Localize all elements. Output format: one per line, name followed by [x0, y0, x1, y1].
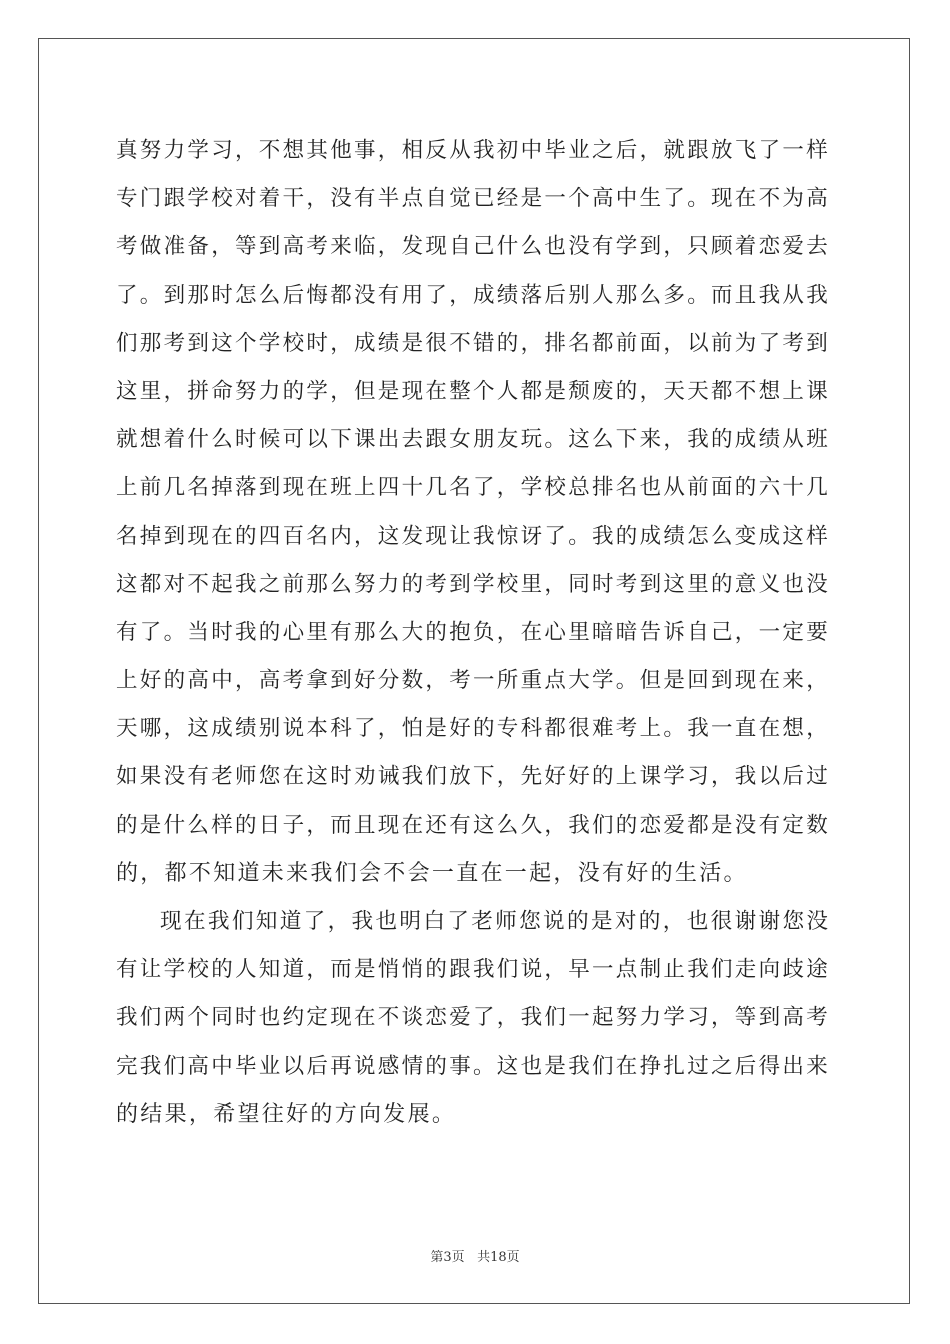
- text-line: 如果没有老师您在这时劝诫我们放下，先好好的上课学习，我以后过: [116, 764, 831, 790]
- text-line: 完我们高中毕业以后再说感情的事。这也是我们在挣扎过之后得出来: [116, 1053, 831, 1079]
- text-line: 的结果，希望往好的方向发展。: [116, 1101, 457, 1127]
- text-line: 这都对不起我之前那么努力的考到学校里，同时考到这里的意义也没: [116, 571, 831, 597]
- text-line: 这里，拼命努力的学，但是现在整个人都是颓废的，天天都不想上课: [116, 378, 831, 404]
- text-line: 有让学校的人知道，而是悄悄的跟我们说，早一点制止我们走向歧途: [116, 957, 831, 983]
- text-line: 上好的高中，高考拿到好分数，考一所重点大学。但是回到现在来，: [116, 668, 831, 694]
- text-line: 天哪，这成绩别说本科了，怕是好的专科都很难考上。我一直在想，: [116, 716, 831, 742]
- text-line: 上前几名掉落到现在班上四十几名了，学校总排名也从前面的六十几: [116, 475, 831, 501]
- paragraph-first-line: 现在我们知道了，我也明白了老师您说的是对的，也很谢谢您没: [160, 909, 831, 934]
- text-line: 就想着什么时候可以下课出去跟女朋友玩。这么下来，我的成绩从班: [116, 427, 831, 453]
- page-footer: [0, 1246, 950, 1265]
- text-line: 考做准备，等到高考来临，发现自己什么也没有学到，只顾着恋爱去: [116, 234, 831, 260]
- text-line: 的，都不知道未来我们会不会一直在一起，没有好的生活。: [116, 860, 748, 886]
- text-line: 了。到那时怎么后悔都没有用了，成绩落后别人那么多。而且我从我: [116, 282, 831, 308]
- text-line: 真努力学习，不想其他事，相反从我初中毕业之后，就跟放飞了一样: [116, 138, 831, 163]
- text-line: 们那考到这个学校时，成绩是很不错的，排名都前面，以前为了考到: [116, 330, 831, 356]
- text-line: 的是什么样的日子，而且现在还有这么久，我们的恋爱都是没有定数: [116, 812, 831, 838]
- page-total: 共18页: [477, 1250, 520, 1265]
- text-line: 名掉到现在的四百名内，这发现让我惊讶了。我的成绩怎么变成这样: [116, 523, 831, 549]
- text-line: 我们两个同时也约定现在不谈恋爱了，我们一起努力学习，等到高考: [116, 1005, 831, 1031]
- document-body: [116, 127, 836, 1139]
- text-line: 有了。当时我的心里有那么大的抱负，在心里暗暗告诉自己，一定要: [116, 619, 831, 645]
- text-line: 专门跟学校对着干，没有半点自觉已经是一个高中生了。现在不为高: [116, 186, 831, 212]
- page-number: 第3页: [430, 1250, 465, 1265]
